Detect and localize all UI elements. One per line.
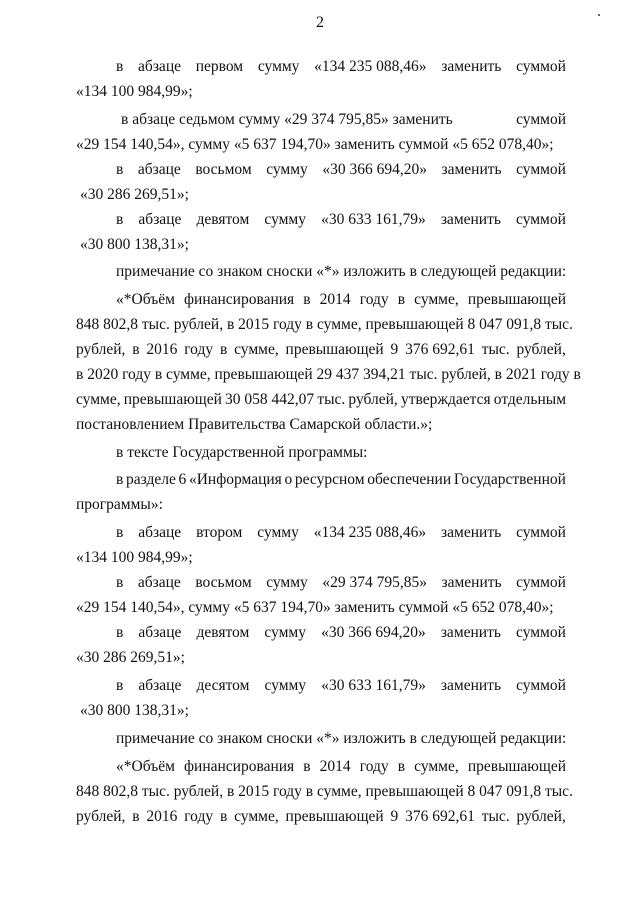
word: рублей, [516,341,566,358]
text-line [76,390,566,410]
word: «30 366 694,20» [321,624,426,641]
text-line [116,623,566,643]
word: 376 692,61 [405,341,475,358]
text-line: «134 100 984,99»; [76,549,193,566]
text-line: в тексте Государственной программы: [116,444,368,461]
word: суммой [516,211,566,228]
text-line [76,807,566,827]
word: абзаце [138,677,182,694]
word: в [303,758,311,775]
word: 6 [178,471,187,488]
scan-speck [598,14,600,16]
word: в [219,808,228,825]
word: первом [195,58,244,75]
word: в [116,58,124,75]
text-line [116,676,566,696]
word: заменить [440,211,501,228]
word: заменить [441,161,502,178]
word: абзаце [137,161,181,178]
text-line [76,340,566,360]
word: сумме, [414,758,459,775]
word: сумму [264,624,306,641]
word: рублей, [348,391,398,408]
word: финансирования [183,291,295,308]
word: девятом [196,624,250,641]
word: абзаце [138,211,182,228]
word: суммой [516,111,566,128]
word: восьмом [195,574,252,591]
word: в [116,624,124,641]
word: суммой [516,58,566,75]
text-line: программы»: [76,496,163,513]
word: заменить [440,677,502,694]
text-line: примечание со знаком сноски «*» изложить в следующей редакции: [116,730,567,747]
word: финансирования [183,758,295,775]
word: абзаце [138,58,181,75]
word: в [116,211,124,228]
word: «30 633 161,79» [321,211,426,228]
word: рублей, [76,808,126,825]
text-line: «30 800 138,31»; [80,702,189,719]
word: суммой [516,574,566,591]
word: абзаце [138,524,182,541]
word: превышающей [467,758,566,775]
word: в [397,291,406,308]
word: сумму [264,211,306,228]
word: отдельным [493,391,566,408]
word: тыс. [317,391,346,408]
word: тыс. [481,808,510,825]
word: году [359,758,389,775]
word: абзаце [137,574,181,591]
word: 2014 [319,758,351,775]
word: 376 692,61 [405,808,475,825]
word: абзаце [138,624,182,641]
text-line [116,290,566,310]
text-line: постановлением Правительства Самарской области.»; [76,416,433,433]
text-line [116,573,566,593]
text-line: «30 800 138,31»; [80,236,189,253]
word: 2016 [146,808,178,825]
word: в [303,291,311,308]
word: суммой [516,524,566,541]
word: восьмом [195,161,252,178]
text-line: в 2020 году в сумме, превышающей 29 437 394,21 тыс. рублей, в 2021 году в [76,366,581,383]
word: 2014 [319,291,351,308]
text-line [116,523,566,543]
word: 2016 [146,341,178,358]
word: 30 058 442,07 [225,391,315,408]
word: превышающей [467,291,566,308]
word: рублей, [76,341,126,358]
word: о [284,471,293,488]
word: «30 633 161,79» [321,677,426,694]
word: «*Объём [116,291,175,308]
word: в [132,808,140,825]
word: разделе [126,471,176,488]
word: обеспечении [367,471,452,488]
text-line [116,470,566,490]
word: превышающей [285,341,384,358]
text-line: 848 802,8 тыс. рублей, в 2015 году в сумме, превышающей 8 047 091,8 тыс. [76,783,573,800]
word: сумму [257,524,299,541]
word: году [359,291,389,308]
word: «Информация [188,471,282,488]
text-line: примечание со знаком сноски «*» изложить в следующей редакции: [116,263,567,280]
word: сумме, [76,391,121,408]
word: превышающей [285,808,384,825]
word: сумму [266,161,308,178]
word: утверждается [400,391,491,408]
word: заменить [441,524,502,541]
word: «30 366 694,20» [322,161,427,178]
word: 9 [390,808,399,825]
word: тыс. [481,341,510,358]
word: заменить [441,58,502,75]
word: ресурсном [294,471,365,488]
word: Государственной [453,471,566,488]
word: суммой [516,161,566,178]
word: в [132,341,140,358]
word: в [397,758,406,775]
word: году [184,808,214,825]
word: превышающей [123,391,222,408]
text-line: «29 154 140,54», сумму «5 637 194,70» заменить суммой «5 652 078,40»; [76,599,554,616]
word: сумме, [234,808,279,825]
word: «*Объём [116,758,175,775]
word: заменить [441,574,502,591]
word: десятом [196,677,250,694]
text-line [116,757,566,777]
text-line [116,57,566,77]
word: девятом [196,211,250,228]
text-line: «30 286 269,51»; [80,186,189,203]
word: в [116,524,124,541]
word: суммой [516,677,566,694]
word: в [219,341,228,358]
word: в [116,471,124,488]
word: в абзаце седьмом сумму «29 374 795,85» заменить [121,111,453,128]
word: сумме, [414,291,459,308]
text-line [116,160,566,180]
word: в [116,161,124,178]
text-line: «30 286 269,51»; [76,649,185,666]
word: 9 [390,341,399,358]
text-line: «134 100 984,99»; [76,83,193,100]
word: «134 235 088,46» [314,58,427,75]
word: сумму [257,58,300,75]
word: суммой [516,624,566,641]
word: рублей, [516,808,566,825]
text-line: 848 802,8 тыс. рублей, в 2015 году в сумме, превышающей 8 047 091,8 тыс. [76,316,573,333]
word: в [116,677,124,694]
text-line [116,210,566,230]
word: заменить [440,624,501,641]
word: году [184,341,214,358]
word: в [116,574,124,591]
text-line [121,110,566,130]
word: сумме, [234,341,279,358]
word: сумму [266,574,308,591]
word: «29 374 795,85» [322,574,427,591]
word: сумму [264,677,307,694]
word: втором [196,524,243,541]
text-line: «29 154 140,54», сумму «5 637 194,70» заменить суммой «5 652 078,40»; [76,136,554,153]
word: «134 235 088,46» [313,524,427,541]
page-number: 2 [316,14,324,31]
